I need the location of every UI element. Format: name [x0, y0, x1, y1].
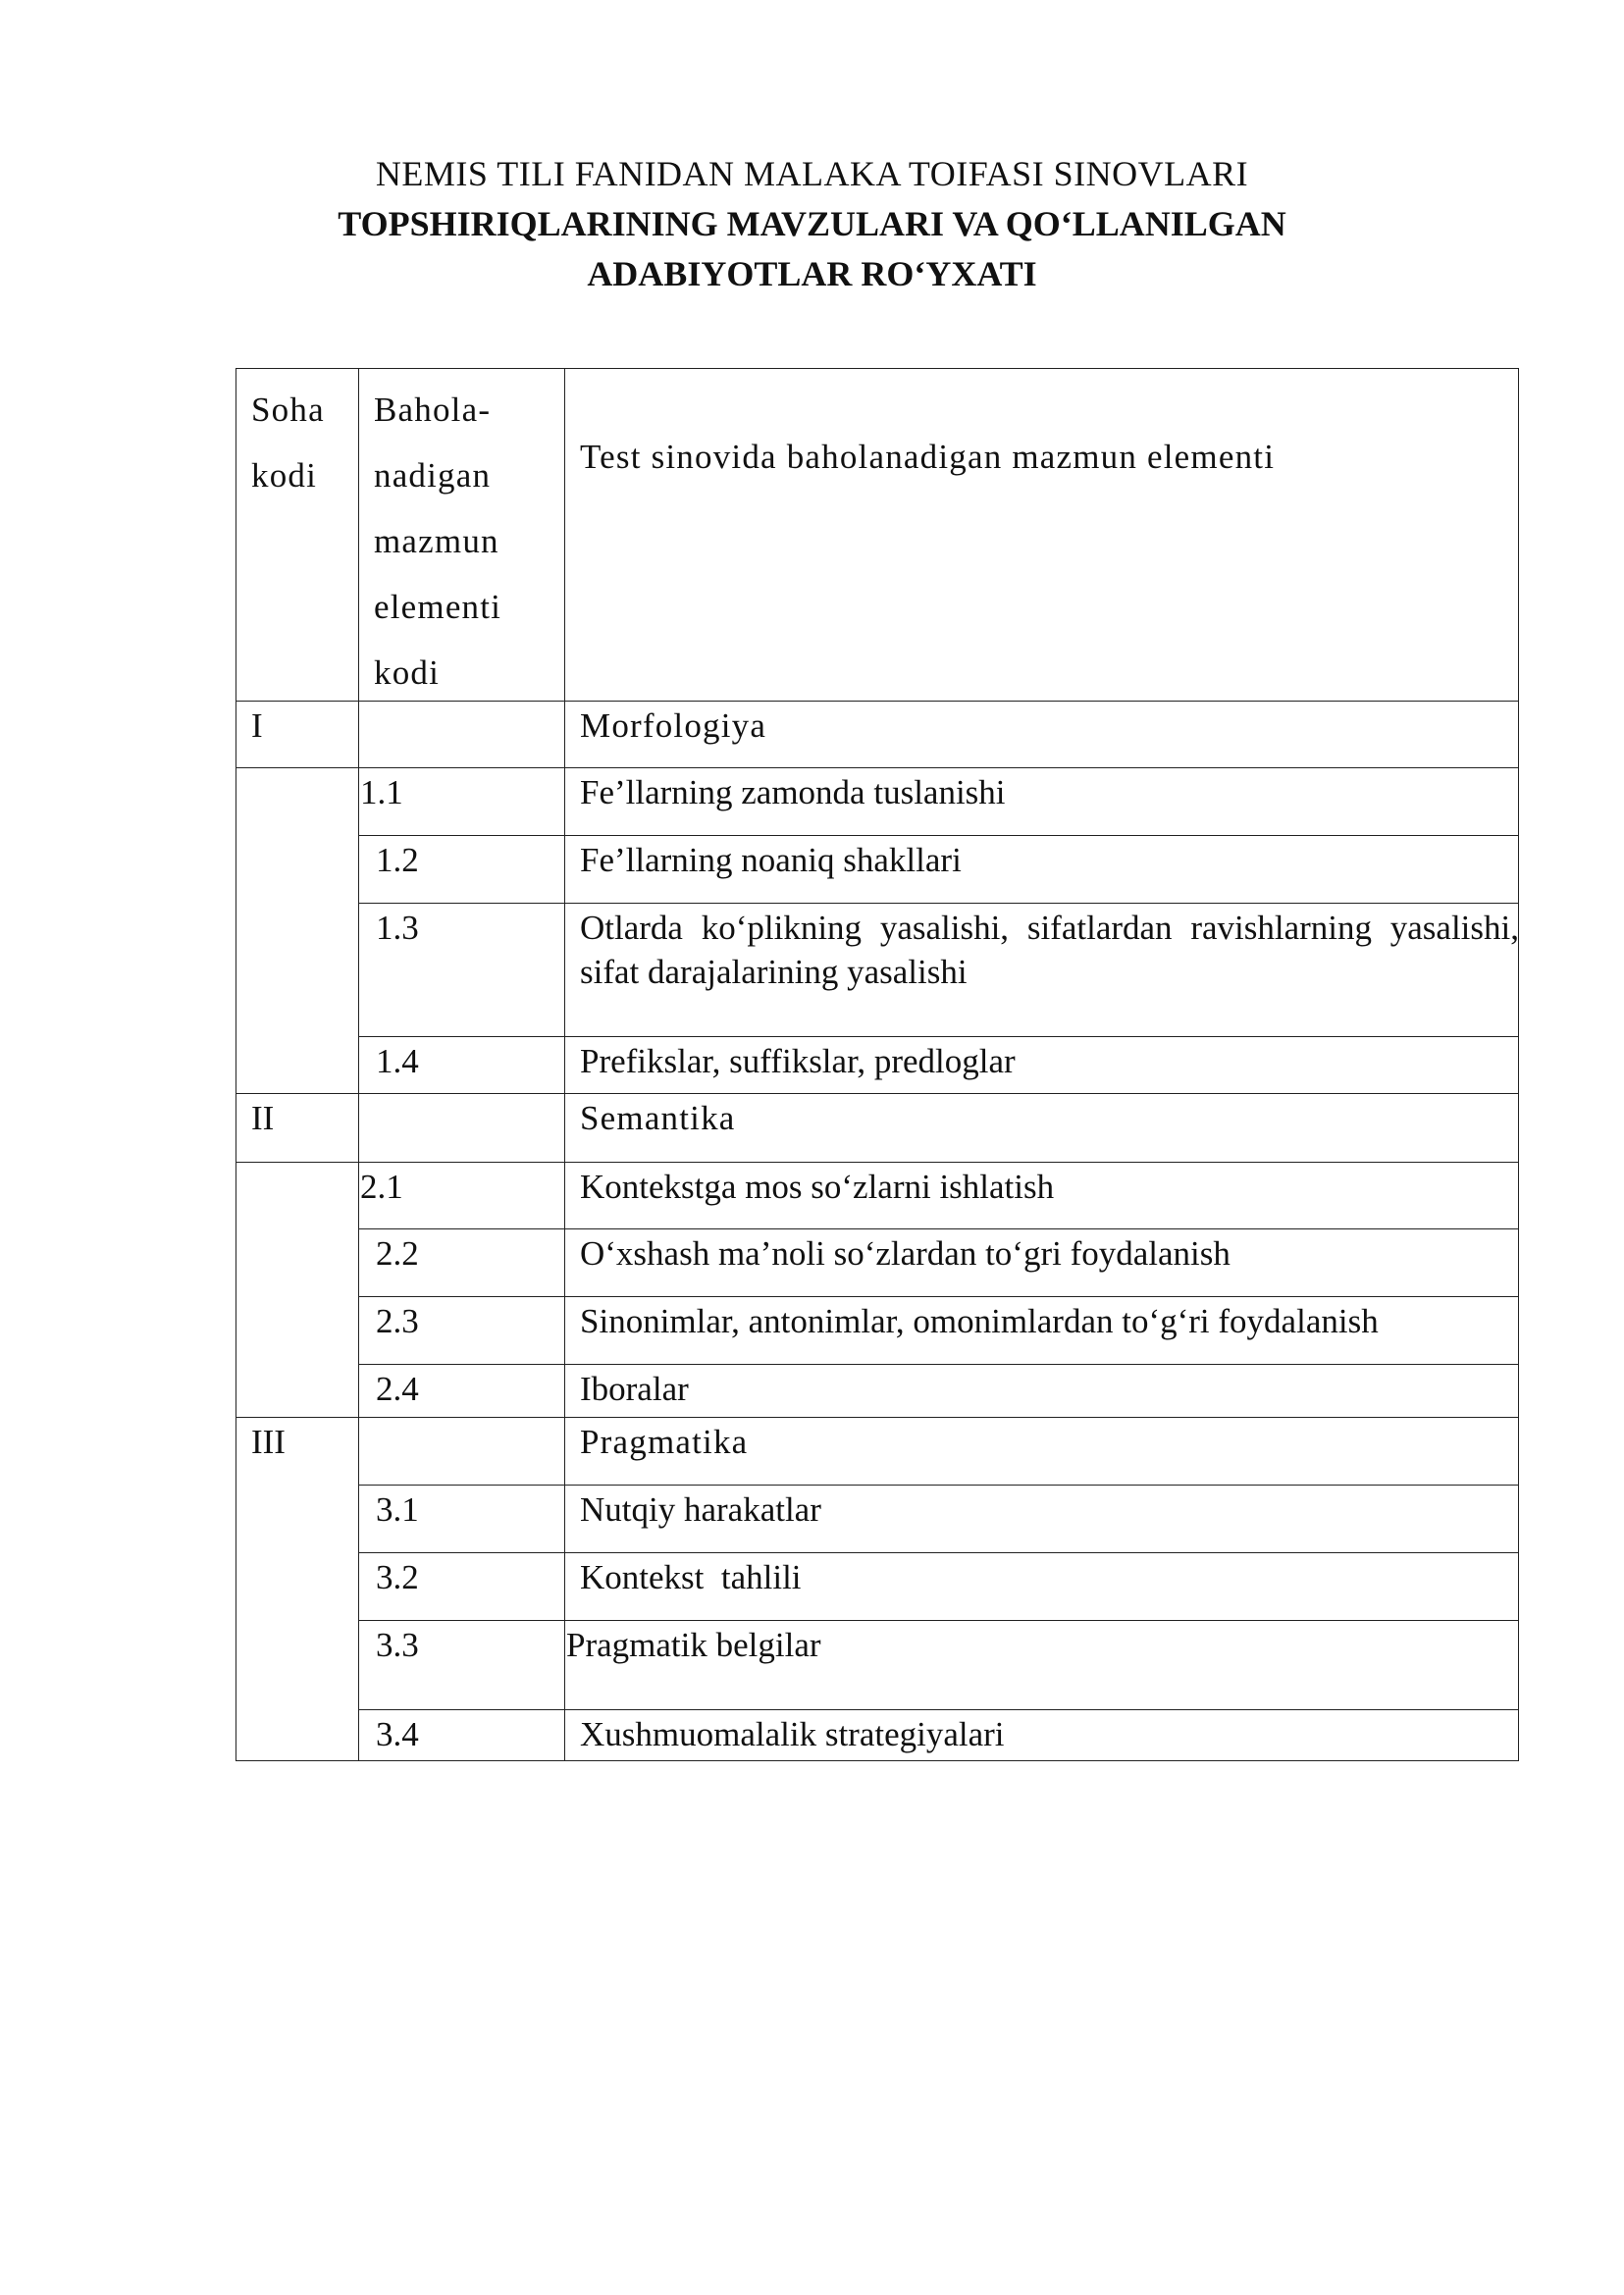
item-code: 3.2: [376, 1558, 419, 1596]
row-divider: [236, 1093, 1518, 1094]
item-text: Pragmatik belgilar: [566, 1626, 821, 1664]
row-divider: [358, 1620, 1518, 1621]
header-content-element: Test sinovida baholanadigan mazmun elementi: [580, 438, 1276, 476]
header-code-line: mazmun: [374, 522, 499, 560]
header-soha-line: Soha: [251, 391, 325, 429]
row-divider: [358, 903, 1518, 904]
row-divider: [358, 1296, 1518, 1297]
row-divider: [236, 1162, 1518, 1163]
item-text: Kontekst tahlili: [580, 1558, 802, 1596]
row-divider: [358, 1036, 1518, 1037]
row-divider: [358, 1228, 1518, 1229]
section-title: Semantika: [580, 1099, 736, 1137]
row-divider: [236, 1417, 1518, 1418]
item-code: 3.4: [376, 1715, 419, 1753]
title-line-2: TOPSHIRIQLARINING MAVZULARI VA QO‘LLANILGAN: [338, 204, 1286, 243]
row-divider: [358, 1485, 1518, 1486]
item-text: O‘xshash ma’noli so‘zlardan to‘gri foydalanish: [580, 1234, 1231, 1273]
header-element-code: [374, 377, 501, 705]
header-code-line: kodi: [374, 653, 441, 692]
section-title: Morfologiya: [580, 706, 767, 745]
item-text: Prefikslar, suffikslar, predloglar: [580, 1042, 1016, 1080]
item-text: Kontekstga mos so‘zlarni ishlatish: [580, 1168, 1055, 1206]
row-divider: [358, 1709, 1518, 1710]
item-text: Sinonimlar, antonimlar, omonimlardan to‘g‘ri foydalanish: [580, 1302, 1379, 1340]
row-divider: [358, 1364, 1518, 1365]
item-code: 1.2: [376, 841, 419, 879]
row-divider: [358, 835, 1518, 836]
header-code-line: nadigan: [374, 456, 492, 495]
item-text: Otlarda ko‘plikning yasalishi, sifatlardan ravishlarning yasalishi, sifat darajalarining yasalishi: [580, 909, 1519, 991]
header-soha-kodi: [251, 377, 325, 508]
item-code: 1.4: [376, 1042, 419, 1080]
item-code: 2.4: [376, 1370, 419, 1408]
title-line-3: ADABIYOTLAR RO‘YXATI: [587, 254, 1037, 293]
section-code: III: [251, 1423, 286, 1461]
item-code: 2.2: [376, 1234, 419, 1273]
item-text: Nutqiy harakatlar: [580, 1490, 821, 1529]
item-code: 3.3: [376, 1626, 419, 1664]
section-code: I: [251, 706, 263, 745]
section-title: Pragmatika: [580, 1423, 749, 1461]
item-text: Xushmuomalalik strategiyalari: [580, 1715, 1005, 1753]
header-kodi-line: kodi: [251, 456, 318, 495]
header-code-line: Bahola-: [374, 391, 492, 429]
title-line-1: NEMIS TILI FANIDAN MALAKA TOIFASI SINOVLARI: [375, 154, 1249, 193]
section-code: II: [251, 1099, 275, 1137]
item-text: Fe’llarning noaniq shakllari: [580, 841, 962, 879]
item-code: 1.3: [376, 909, 419, 947]
row-divider: [358, 1552, 1518, 1553]
header-code-line: elementi: [374, 588, 502, 626]
item-text: Iboralar: [580, 1370, 689, 1408]
item-code: 2.1: [360, 1168, 403, 1206]
item-code: 2.3: [376, 1302, 419, 1340]
item-text: Fe’llarning zamonda tuslanishi: [580, 773, 1006, 811]
item-code: 3.1: [376, 1490, 419, 1529]
content-table: [236, 368, 1519, 1761]
row-divider: [236, 767, 1518, 768]
item-code: 1.1: [360, 773, 403, 811]
